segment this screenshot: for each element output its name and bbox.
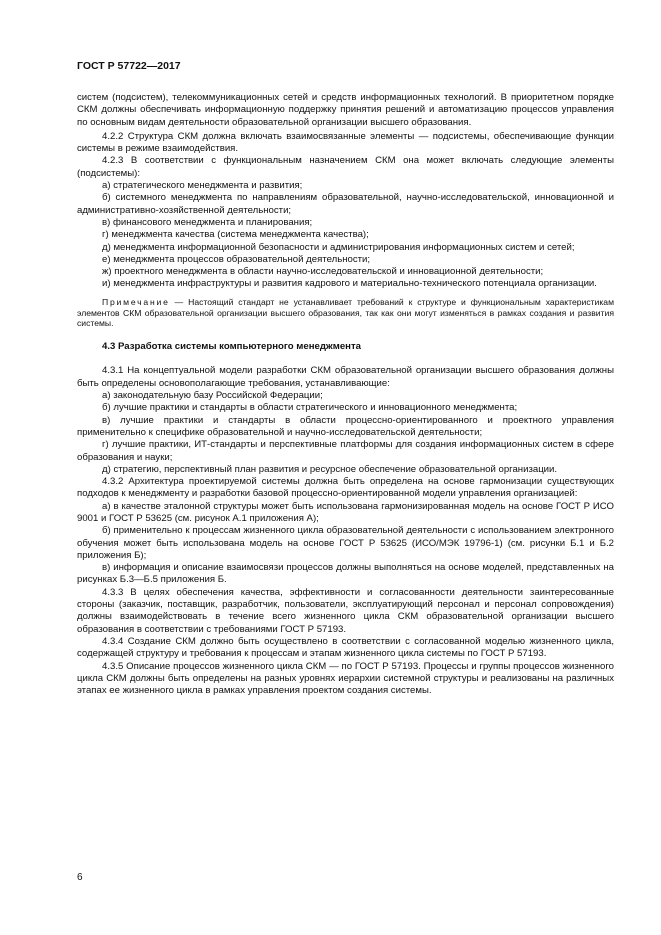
paragraph: 4.3.2 Архитектура проектируемой системы должна быть определена на основе гармонизации существующих подходов к менеджменту и разработки базовой процессно-ориентированной модели управления организацией: [77,476,614,500]
paragraph: 4.3.4 Создание СКМ должно быть осуществлено в соответствии с согласованной моделью жизненного цикла, содержащей структуру и требования к процессам и этапам жизненного цикла системы по ГОСТ Р 57193. [77,635,614,660]
list-item: б) применительно к процессам жизненного цикла образовательной деятельности с использованием электронного обучения может быть использована модель на основе ГОСТ Р 53625 (ИСО/МЭК 19796-1) (см. рисунки Б.1 и Б.2 приложения Б); [77,525,614,561]
list-item: д) стратегию, перспективный план развития и ресурсное обеспечение образовательной организации. [102,463,558,475]
list-item: д) менеджмента информационной безопасности и администрирования информационных систем и сетей; [102,241,575,253]
paragraph: 4.2.2 Структура СКМ должна включать взаимосвязанные элементы — подсистемы, обеспечивающие функции системы в режиме взаимодействия. [77,130,614,155]
paragraph: 4.3.3 В целях обеспечения качества, эффективности и согласованности деятельности заинтересованные стороны (заказчик, поставщик, разработчик, пользователи, эксплуатирующий персонал и персонал сопровождения) должны взаимодействовать в течение всего жизненного цикла СКМ образовательной организации высшего образования в соответствии с требованиями ГОСТ Р 57193. [77,586,614,635]
page-number: 6 [77,872,83,883]
note-text: — Настоящий стандарт не устанавливает требований к структуре и функциональным характеристикам элементов СКМ образовательной организации высшего образования, так как они могут изменяться в рамках создания и развития системы. [77,296,614,329]
list-item: в) финансового менеджмента и планирования; [102,216,313,228]
document-body [77,92,614,697]
paragraph: 4.2.3 В соответствии с функциональным назначением СКМ она может включать следующие элементы (подсистемы): [77,155,614,179]
list-item: а) стратегического менеджмента и развития; [102,180,303,192]
list-item: г) менеджмента качества (система менеджмента качества); [102,229,369,241]
paragraph: 4.3.5 Описание процессов жизненного цикла СКМ — по ГОСТ Р 57193. Процессы и группы процессов жизненного цикла СКМ должны быть определены на разных уровнях иерархии системной структуры и реализованы на различных этапах ее жизненного цикла в рамках управления проектом создания системы. [77,660,614,697]
list-item: ж) проектного менеджмента в области научно-исследовательской и инновационной деятельности; [102,266,544,278]
list-item: б) лучшие практики и стандарты в области стратегического и инновационного менеджмента; [102,402,518,414]
list-item: г) лучшие практики, ИТ-стандарты и перспективные платформы для создания информационных систем в сфере образования и науки; [77,439,614,463]
note [77,297,614,329]
list-item: в) информация и описание взаимосвязи процессов должны выполняться на основе моделей, представленных на рисунках Б.3—Б.5 приложения Б. [77,562,614,586]
list-item: и) менеджмента инфраструктуры и развития кадрового и материально-технического потенциала организации. [102,278,597,290]
list-item: е) менеджмента процессов образовательной деятельности; [102,253,371,265]
note-label: Примечание [102,296,170,307]
list-item: б) системного менеджмента по направлениям образовательной, научно-исследовательской, инновационной и административно-хозяйственной деятельности; [77,192,614,216]
paragraph: систем (подсистем), телекоммуникационных сетей и средств информационных технологий. В приоритетном порядке СКМ должны обеспечивать информационную поддержку принятия решений и автоматизацию процессов управления по основным видам деятельности образовательной организации высшего образования. [77,92,614,128]
paragraph: 4.3.1 На концептуальной модели разработки СКМ образовательной организации высшего образования должны быть определены основополагающие требования, устанавливающие: [77,365,614,389]
document-header: ГОСТ Р 57722—2017 [77,60,181,72]
list-item: в) лучшие практики и стандарты в области процессно-ориентированного и проектного управления применительно к специфике образовательной и научно-исследовательской деятельности; [77,414,614,438]
list-item: а) в качестве эталонной структуры может быть использована гармонизированная модель на основе ГОСТ Р ИСО 9001 и ГОСТ Р 53625 (см. рисунок А.1 приложения А); [77,500,614,524]
section-heading: 4.3 Разработка системы компьютерного менеджмента [102,341,361,353]
list-item: а) законодательную базу Российской Федерации; [102,390,323,402]
